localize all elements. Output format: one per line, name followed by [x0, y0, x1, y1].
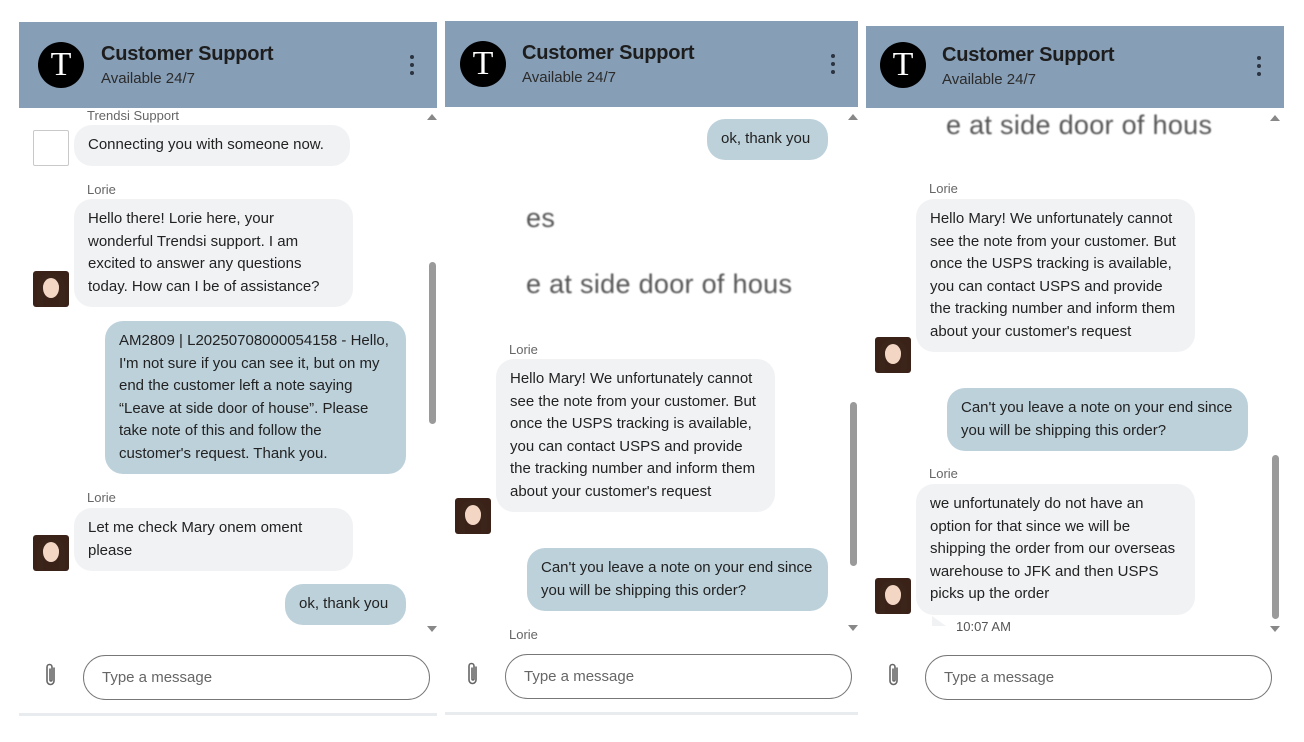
- paperclip-icon[interactable]: [465, 661, 481, 687]
- agent-avatar: [875, 578, 911, 614]
- chat-title: Customer Support: [101, 43, 274, 65]
- chat-title: Customer Support: [942, 44, 1115, 66]
- incoming-message: Let me check Mary onem oment please: [74, 508, 353, 571]
- message-sender: Lorie: [87, 182, 116, 197]
- agent-avatar: [455, 498, 491, 534]
- chat-panel-1: [19, 22, 437, 716]
- message-input[interactable]: [505, 654, 852, 699]
- outgoing-message: ok, thank you: [707, 119, 828, 160]
- scroll-thumb[interactable]: [850, 402, 857, 566]
- message-input[interactable]: [83, 655, 430, 700]
- chat-header: [19, 22, 437, 108]
- kebab-menu-icon[interactable]: [1256, 56, 1262, 76]
- bubble-tail: [932, 616, 946, 626]
- chat-panel-3: [866, 26, 1284, 710]
- scroll-thumb[interactable]: [1272, 455, 1279, 619]
- message-sender: Trendsi Support: [87, 108, 180, 123]
- agent-avatar: [33, 271, 69, 307]
- blurred-image-fragment: e at side door of hous: [946, 110, 1213, 140]
- scroll-up-arrow-icon[interactable]: [1270, 115, 1280, 121]
- message-composer: [19, 652, 437, 716]
- incoming-message: we unfortunately do not have an option for that since we will be shipping the order from our overseas warehouse to JFK and then USPS picks up the order: [916, 484, 1195, 615]
- message-composer: [866, 652, 1284, 710]
- scroll-down-arrow-icon[interactable]: [848, 625, 858, 631]
- message-sender: Lorie: [929, 181, 958, 196]
- scrollbar[interactable]: [848, 114, 858, 634]
- broken-image-avatar: [33, 130, 69, 166]
- blurred-image-fragment: es: [526, 203, 556, 233]
- blurred-image-fragment: e at side door of hous: [526, 269, 793, 299]
- chat-title: Customer Support: [522, 42, 695, 64]
- panel-bottom-border: [19, 713, 437, 716]
- incoming-message: Hello Mary! We unfortunately cannot see the note from your customer. But once the USPS tracking is available, you can contact USPS and provide the tracking number and inform them about your customer's request: [916, 199, 1195, 352]
- scroll-down-arrow-icon[interactable]: [1270, 626, 1280, 632]
- incoming-message: Hello there! Lorie here, your wonderful Trendsi support. I am excited to answer any questions today. How can I be of assistance?: [74, 199, 353, 307]
- brand-logo: T: [880, 42, 926, 88]
- scrollbar[interactable]: [1270, 115, 1280, 635]
- paperclip-icon[interactable]: [886, 662, 902, 688]
- kebab-menu-icon[interactable]: [409, 55, 415, 75]
- agent-avatar: [33, 535, 69, 571]
- chat-panel-2: [445, 21, 858, 715]
- kebab-menu-icon[interactable]: [830, 54, 836, 74]
- chat-subtitle: Available 24/7: [101, 70, 195, 87]
- scroll-down-arrow-icon[interactable]: [427, 626, 437, 632]
- brand-logo: T: [38, 42, 84, 88]
- scroll-thumb[interactable]: [429, 262, 436, 424]
- incoming-message: Hello Mary! We unfortunately cannot see the note from your customer. But once the USPS tracking is available, you can contact USPS and provide the tracking number and inform them about your customer's request: [496, 359, 775, 512]
- message-sender: Lorie: [87, 490, 116, 505]
- message-sender: Lorie: [509, 627, 538, 642]
- message-sender: Lorie: [509, 342, 538, 357]
- scroll-up-arrow-icon[interactable]: [848, 114, 858, 120]
- message-list[interactable]: [866, 108, 1284, 648]
- paperclip-icon[interactable]: [43, 662, 59, 688]
- message-composer: [445, 651, 858, 715]
- message-timestamp: 10:07 AM: [956, 619, 1011, 634]
- incoming-message: Connecting you with someone now.: [74, 125, 350, 166]
- chat-subtitle: Available 24/7: [942, 71, 1036, 88]
- message-sender: Lorie: [929, 466, 958, 481]
- outgoing-message: AM2809 | L20250708000054158 - Hello, I'm not sure if you can see it, but on my end the customer left a note saying “Leave at side door of house”. Please take note of this and follow the customer's request. Thank you.: [105, 321, 406, 474]
- brand-logo: T: [460, 41, 506, 87]
- message-list[interactable]: [445, 107, 858, 647]
- chat-subtitle: Available 24/7: [522, 69, 616, 86]
- agent-avatar: [875, 337, 911, 373]
- outgoing-message: Can't you leave a note on your end since you will be shipping this order?: [527, 548, 828, 611]
- scrollbar[interactable]: [427, 114, 437, 634]
- message-input[interactable]: [925, 655, 1272, 700]
- scroll-up-arrow-icon[interactable]: [427, 114, 437, 120]
- panel-bottom-border: [445, 712, 858, 715]
- outgoing-message: Can't you leave a note on your end since you will be shipping this order?: [947, 388, 1248, 451]
- message-list[interactable]: [19, 108, 437, 648]
- chat-header: [866, 26, 1284, 108]
- chat-header: [445, 21, 858, 107]
- outgoing-message: ok, thank you: [285, 584, 406, 625]
